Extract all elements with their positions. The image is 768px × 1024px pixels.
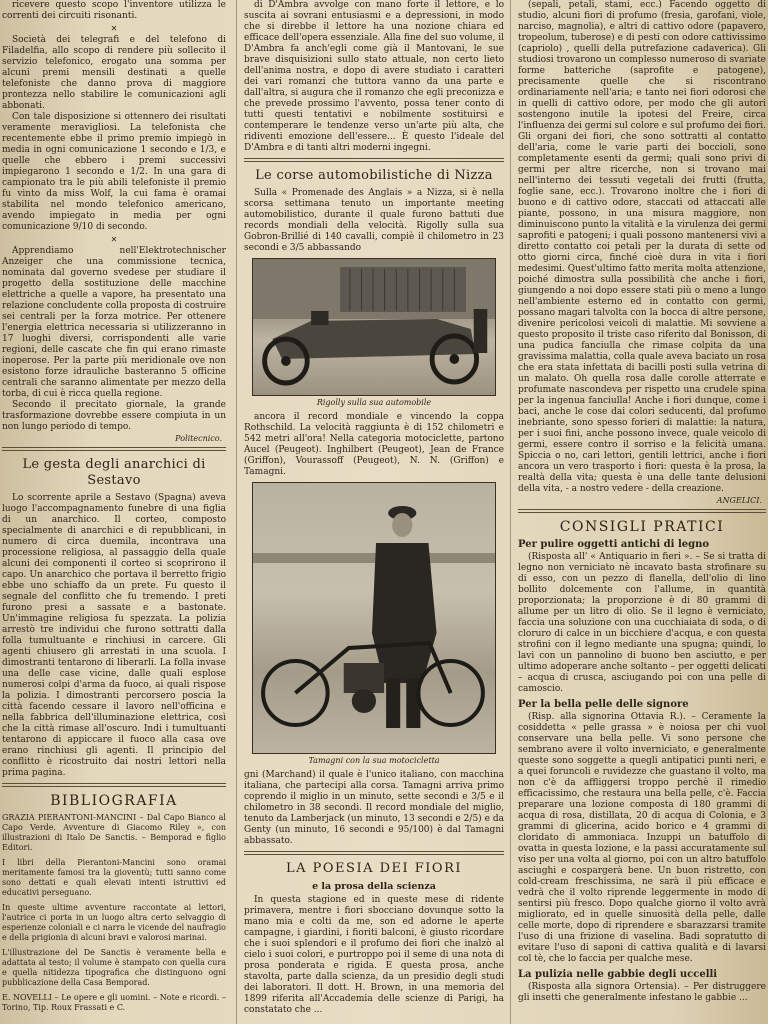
bib-entry: L'illustrazione del De Sanctis è veramente bella e adattata al testo; il volume è stampato con quella cura e quella nitidezza tipografica che distinguono ogni pubblicazione della Casa Bemporad. <box>2 948 226 987</box>
tip2-heading: Per la bella pelle delle signore <box>518 699 689 710</box>
flowers-signature: ANGELICI. <box>716 496 762 505</box>
swedish-power-text: Apprendiamo nell'Elektrotechnischer Anzeiger che una commissione tecnica, nominata dal governo svedese per studiare il progetto della sostituzione delle macchine elettriche a quelle a vapore, ha presentato una relazione concludente colla proposta di costruire sei centrali per la forza motrice. Per ottenere l'energia elettrica necessaria si utilizzeranno in 17 luoghi diversi, corrispondenti alle varie regioni, delle cascate che fin qui erano rimaste inoperose. Per la parte più meridionale ove non esistono forze idrauliche basteranno 5 officine centrali che saranno alimentate per mezzo della torba, di cui è ricca quella regione. <box>2 246 226 399</box>
poesia-article: In questa stagione ed in queste mese di ridente primavera, mentre i fiori sbocciano dovunque sotto la mano mia e colti da me, son ed adorne le aperte campagne, i giardini, i fioriti balconi, è giusto ricordare che i suoi splendori e il profumo dei fiori che inalzò al cielo i suoi colori, e purtroppo poi il seme di una nota di prosa ponderata e rigida. E questa prosa, anche stavolta, parte dalla scienza, da un presidio degli studi dei laboratori. Il dott. H. Brown, in una memoria del 1899 riferita all'Accademia delle scienze di Parigi, ha constatato che ... <box>244 895 504 1015</box>
motorcycle-illustration <box>253 483 495 753</box>
swedish-power-end: Secondo il precitato giornale, la grande trasformazione dovrebbe essere compiuta in un non lungo periodo di tempo. <box>2 400 226 432</box>
telephone-record-text: Con tale disposizione si ottennero dei risultati veramente meravigliosi. La telefonista che recentemente ebbe il primo premio impiegò in media in ogni comunicazione 1 secondo e 1/3, e quelle che ebbero i premi successivi impiegarono 1 secondo e 1/2. In una gara di campionato tra le più abili telefoniste il premio fu vinto da miss Wolf, la cui fama è oramai stabilita nel mondo telefonico americano, avendo impiegato in media per ogni comunicazione 9/10 di secondo. <box>2 112 226 232</box>
right-column <box>512 0 768 1024</box>
corse-headline: Le corse automobilistiche di Nizza <box>255 168 493 183</box>
consigli-headline: CONSIGLI PRATICI <box>559 519 725 535</box>
column-divider <box>510 0 511 1024</box>
tip1-text: (Risposta all' « Antiquario in fieri ». – Se si tratta di legno non verniciato nè incavato basta strofinare su di esso, con un pezzo di flanella, dell'olio di lino bollito dolcemente con l'allume, in quantità proporzionata; la proporzione è di 80 grammi di allume per un litro di olio. Se il legno è verniciato, faccia una soluzione con una cucchiaiata di soda, o di cloruro di calce in un bicchiere d'acqua, e con questa strofini con il legno mediante una spugna; quindi, lo lavi con un pannolino di buono ben asciutto, e per ultimo adoperare anche soltanto – per oggetti delicati – acqua di crusca, asciugando poi con una pelle di camoscio. <box>518 552 766 694</box>
photo2-caption: Tamagni con la sua motocicletta <box>308 756 440 765</box>
section-rule <box>2 447 226 451</box>
section-rule <box>518 509 766 513</box>
corse-article-end: gni (Marchand) il quale è l'unico italiano, con macchina italiana, che partecipi alla corsa. Tamagni arriva primo coprendo il miglio in un minuto, sette secondi e 3/5 e il chilometro in 38 secondi. Il record mondiale del miglio, tenuto da Lamberjack (un minuto, 13 secondi e 2/5) e da Genty (un minuto, 16 secondi e 95/100) è dal Tamagni abbassato. <box>244 770 504 846</box>
separator-mark: ✕ <box>110 235 118 244</box>
left-column <box>0 0 232 1024</box>
tamagni-motorcycle-photo <box>252 482 496 754</box>
section-rule <box>2 783 226 787</box>
flowers-article-text: (sepali, petali, stami, ecc.) Facendo oggetto di studio, alcuni fiori di profumo (fresia, garofani, viole, narciso, magnolia), e altri di cattivo odore (papavero, tropeolum, tuberose) e di pesti con odore cattivissimo (capriolo) , quelli della putrefazione cadaverica). Gli studiosi trovarono un complesso numeroso di svariate forme batteriche (saprofite e patogene), precisamente quelle che si riscontrano ordinariamente nell'aria; e tanto nei fiori odorosi che in quelli di cattivo odore, per modo che gli autori sostengono inutile la ipotesi del Freire, circa l'influenza dei germi sul colore e sul profumo dei fiori. Gli organi dei fiori, che sono sottratti al contatto dell'aria, come le varie parti dei boccioli, sono completamente esenti da germi; quali sono privi di germi per altre ricerche, non si trovano mai nell'interno dei tessuti vegetali dei frutti (frutta, foglie sane, ecc.). Trovarono inoltre che i fiori di buono e di cattivo odore, staccati od attaccati alle piante, possono, in una misura maggiore, non diminuiscono punto la vitalità e la virulenza dei germi saprofiti e patogeni; i quali possono mantenersi vivi a diretto contatto coi petali per la durata di sette od otto giorni circa, finché cioè dura in vita i fiori medesimi. Quest'ultimo fatto merita molta attenzione, poiché dimostra sulla possibilità che anche i fiori, giungendo a noi dopo essere stati più o meno a lungo nell'ambiente esterno ed in contatto con germi, possano magari talvolta con la bocca di altre persone, divenire pericolosi veicoli di malattie. Mi sovviene a questo proposito il triste caso riferito dal Bonisson, di una pudica fanciulla che rimase colpita da una gravissima malattia, colla quale aveva baciato un rosa che era stata infettata di bacilli posti sulla vetrina di un malato. Oh quella rosa dalle corolle atterrate e profumate nascondeva per rispetto una crudele spina per la ingenua fanciulla! Anche i fiori dunque, come i baci, anche le cose dai colori seducenti, dal profumo inebriante, sono spesso forieri di malattie: la natura, per i suoi fini, anche possono invece, quale veicolo di germi, essere contro il sorriso e la felicità umana. Spiccia o no, cari lettori, gentili lettrici, anche i fiori ancora un vero trasporto i fiori: questa è la prosa, la realtà della vita; questa è una delle tante delusioni della vita, - a nostro vedere - della creazione. <box>518 0 766 494</box>
corse-article-cont: ancora il record mondiale e vincendo la coppa Rothschild. La velocità raggiunta è di 152 chilometri e 542 metri all'ora! Nella categoria motociclette, partono Aucel (Peugeot). Inghilbert (Peugeot), Jean de France (Griffon), Vourassoff (Peugeot), N. N. (Griffon) e Tamagni. <box>244 412 504 477</box>
photo1-caption: Rigolly sulla sua automobile <box>316 398 432 407</box>
bib-entry: I libri della Pierantoni-Mancini sono oramai meritamente famosi tra la gioventù; tutti sanno come sono dettati e quali elevati intenti istruttivi ed educativi perseguano. <box>2 858 226 897</box>
bib-entry: In queste ultime avventure raccontate ai lettori, l'autrice ci porta in un luogo altra certo selvaggio di esperienze coloniali e ci narra le vicende del naufragio e della prigionia di alcuni bravi e valorosi marinai. <box>2 903 226 942</box>
dambra-review-text: di D'Ambra avvolge con mano forte il lettore, e lo suscita ai sovrani entusiasmi e a depressioni, in modo che si direbbe il lettore ha una nozione chiara ed efficace dell'opera essenziale. Alla fine del suo volume, il D'Ambra fa anch'egli come già il Mantovani, le sue brave disquisizioni sullo stato attuale, non certo lieto dell'anima nostra, e dopo di avere studiato i caratteri dei vari romanzi che tuttora vanno da una parte e dall'altra, si augura che il romanzo che egli preconizza e che prevede prossimo l'avvento, possa tener conto di tutti questi tentativi e nobilmente sostituirsi e contemperare le tendenze verso un'arte più alta, che ridiventi emozione dell'essere... È questo l'ideale del D'Ambra e di tanti altri moderni ingegni. <box>244 0 504 153</box>
bib-entry: E. NOVELLI – Le opere e gli uomini. – Note e ricordi. – Torino, Tip. Roux Frassati e C. <box>2 993 226 1012</box>
source-signature: Politecnico. <box>175 434 222 443</box>
tip3-text: (Risposta alla signora Ortensia). – Per distruggere gli insetti che generalmente infestano le gabbie ... <box>518 982 766 1003</box>
middle-column <box>240 0 508 1024</box>
tip2-text: (Risp. alla signorina Ottavia R.). – Ceramente la cosiddetta « pelle grassa » è noiosa per chi vuol conservare una bella pelle. Vi sono persone che sembrano avere il volto inverniciato, e generalmente queste sono soggette a quegli antipatici punti neri, e a quei foruncoli e ruvidezze che guastano il volto, ma non c'è da affliggersi troppo perchè il rimedio efficacissimo, che restaura una bella pelle, c'è. Faccia preparare una lozione composta di 180 grammi di acqua di rosa, distillata, 20 di acqua di Colonia, e 3 grammi di glicerina, acido borico e 4 grammi di cloridato di ammoniaca. Inzuppi un batuffolo di ovatta in questa lozione, e la passi accuratamente sul viso per una volta al giorno, poi con un altro batuffolo asciughi e cospargerà bene. Un buon ristretto, con cold-cream freschissima, ne sarà il più efficace e vedrà che il volto riprende leggermente in modo di sentirsi più fresco. Dopo qualche giorno il volto avrà migliorato, ed in quelle sinuosità della pelle, dalle celle morte, dopo di riprendere e sbarazzarsi tramite l'uso di una frizione di vaselina. Badi sopratutto di evitare l'uso di saponi di cattiva qualità e di lavarsi col tè, che lo faccia per qualche mese. <box>518 712 766 964</box>
tip1-heading: Per pulire oggetti antichi di legno <box>518 539 710 550</box>
poesia-subheadline: e la prosa della scienza <box>312 881 436 892</box>
telephone-prize-text: Società dei telegrafi e del telefono di Filadelfia, allo scopo di rendere più sollecito il servizio telefonico, erogato una somma per alcuni premi mensili destinati a quelle telefoniste che danno prova di maggiore prontezza nello stabilire le comunicazioni agli abbonati. <box>2 35 226 111</box>
bib-entry: GRAZIA PIERANTONI-MANCINI – Dal Capo Bianco al Capo Verde. Avventure di Giacomo Riley », con illustrazioni di Italo De Sanctis. – Bemporad e figlio Editori. <box>2 813 226 852</box>
rigolly-car-photo <box>252 258 496 396</box>
tip3-heading: La pulizia nelle gabbie degli uccelli <box>518 969 718 980</box>
section-rule <box>244 851 504 855</box>
poesia-headline: LA POESIA DEI FIORI <box>285 861 463 876</box>
anarchici-article: Lo scorrente aprile a Sestavo (Spagna) aveva luogo l'accompagnamento funebre di una figlia di un anarchico. Il corteo, composto specialmente di anarchici e di repubblicani, in numero di circa duemila, incontrava una processione religiosa, al passaggio della quale alcuni dei componenti il corteo si scoprirono il capo. Un anarchico che portava il berretto frigio ebbe uno schiaffo da un prete. Fu questo il segnale del conflitto che fu tremendo. I preti furono presi a sassate e a bastonate. Un'immagine religiosa fu spezzata. La polizia arrestò tre individui che furono sottratti dalla folla tumultuante e rinchiusi in carcere. Gli agenti chiusero gli arrestati in una scuola. I dimostranti tentarono di liberarli. La folla invase una delle case vicine, dalle quali esplose numerosi colpi d'arma da fuoco, ai quali rispose la polizia. I dimostranti percorsero poscia la città facendo cessare il lavoro nell'officina e nella fabbrica dell'illuminazione elettrica, così che la città rimase all'oscuro. Indi i tumultuanti tentarono di appiccare il fuoco alla casa ove erano rinchiusi gli agenti. Il principio del conflitto è ricostruito dai nostri lettori nella prima pagina. <box>2 493 226 778</box>
separator-mark: ✕ <box>110 24 118 33</box>
anarchici-headline: Le gesta degli anarchici di Sestavo <box>22 457 206 488</box>
column-divider <box>236 0 237 1024</box>
section-rule <box>244 158 504 162</box>
car-illustration <box>253 259 495 395</box>
bibliografia-headline: BIBLIOGRAFIA <box>50 793 178 809</box>
telegraph-text: ricevere questo scopo l'inventore utilizza le correnti dei circuiti risonanti. <box>2 0 226 21</box>
corse-article: Sulla « Promenade des Anglais » a Nizza, si è nella scorsa settimana tenuto un importante meeting automobilistico, durante il quale furono battuti due records mondiali della velocità. Rigolly sulla sua Gobron-Brillié di 140 cavalli, compiè il chilometro in 23 secondi e 3/5 abbassando <box>244 188 504 253</box>
